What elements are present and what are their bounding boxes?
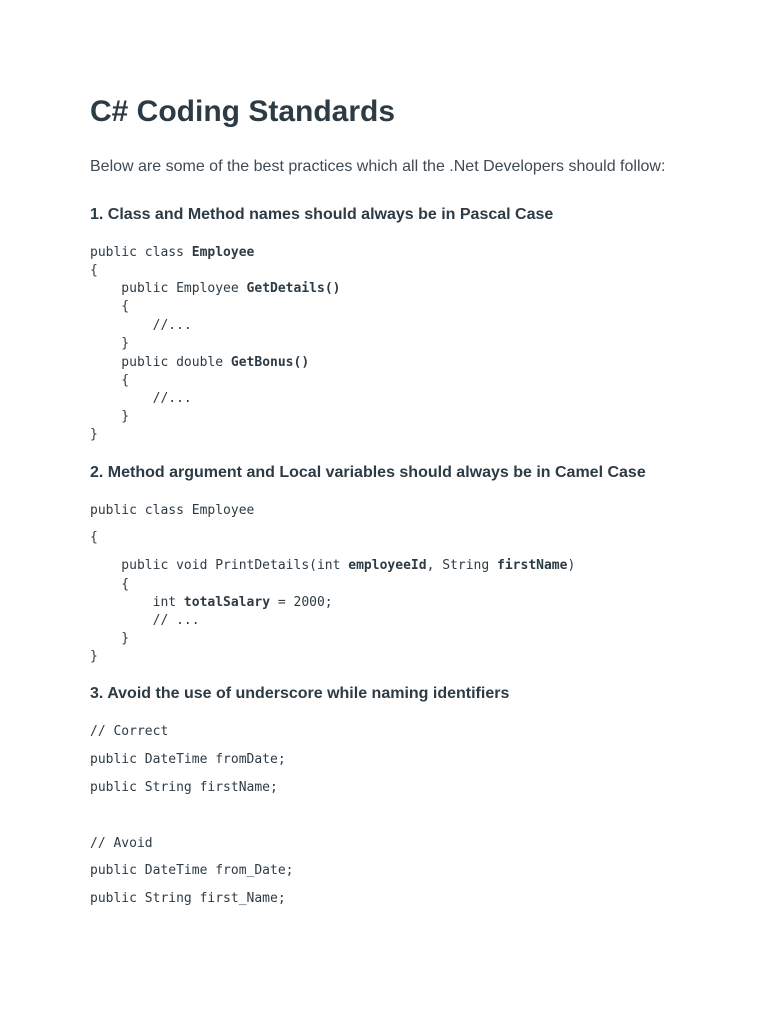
code-line: public String firstName; <box>90 780 278 795</box>
document-page <box>90 0 730 1024</box>
code-line: public String first_Name; <box>90 891 286 906</box>
code-line: int totalSalary = 2000; <box>90 595 333 610</box>
code-line: //... <box>90 391 192 406</box>
code-line: { <box>90 263 98 278</box>
section-3-heading: 3. Avoid the use of underscore while naming identifiers <box>90 685 510 702</box>
code-line: // Avoid <box>90 836 153 851</box>
code-line: // Correct <box>90 724 169 739</box>
code-line: public void PrintDetails(int employeeId, String firstName) <box>90 558 576 573</box>
code-line: { <box>90 299 130 314</box>
intro-paragraph: Below are some of the best practices which all the .Net Developers should follow: <box>90 158 666 175</box>
code-line: } <box>90 409 130 424</box>
code-line: public class Employee <box>90 245 255 260</box>
code-line: public class Employee <box>90 503 255 518</box>
code-line: public double GetBonus() <box>90 355 310 370</box>
code-line: public DateTime fromDate; <box>90 752 286 767</box>
code-line: { <box>90 577 130 592</box>
code-line: } <box>90 336 130 351</box>
section-1-heading: 1. Class and Method names should always be in Pascal Case <box>90 206 554 223</box>
code-line: //... <box>90 318 192 333</box>
code-line: } <box>90 649 98 664</box>
code-line: { <box>90 373 130 388</box>
code-line: { <box>90 530 98 545</box>
code-line: } <box>90 631 130 646</box>
page-title: C# Coding Standards <box>90 95 396 128</box>
code-line: public DateTime from_Date; <box>90 863 294 878</box>
code-line: } <box>90 427 98 442</box>
code-line: // ... <box>90 613 200 628</box>
section-2-heading: 2. Method argument and Local variables should always be in Camel Case <box>90 464 646 481</box>
code-line: public Employee GetDetails() <box>90 281 341 296</box>
